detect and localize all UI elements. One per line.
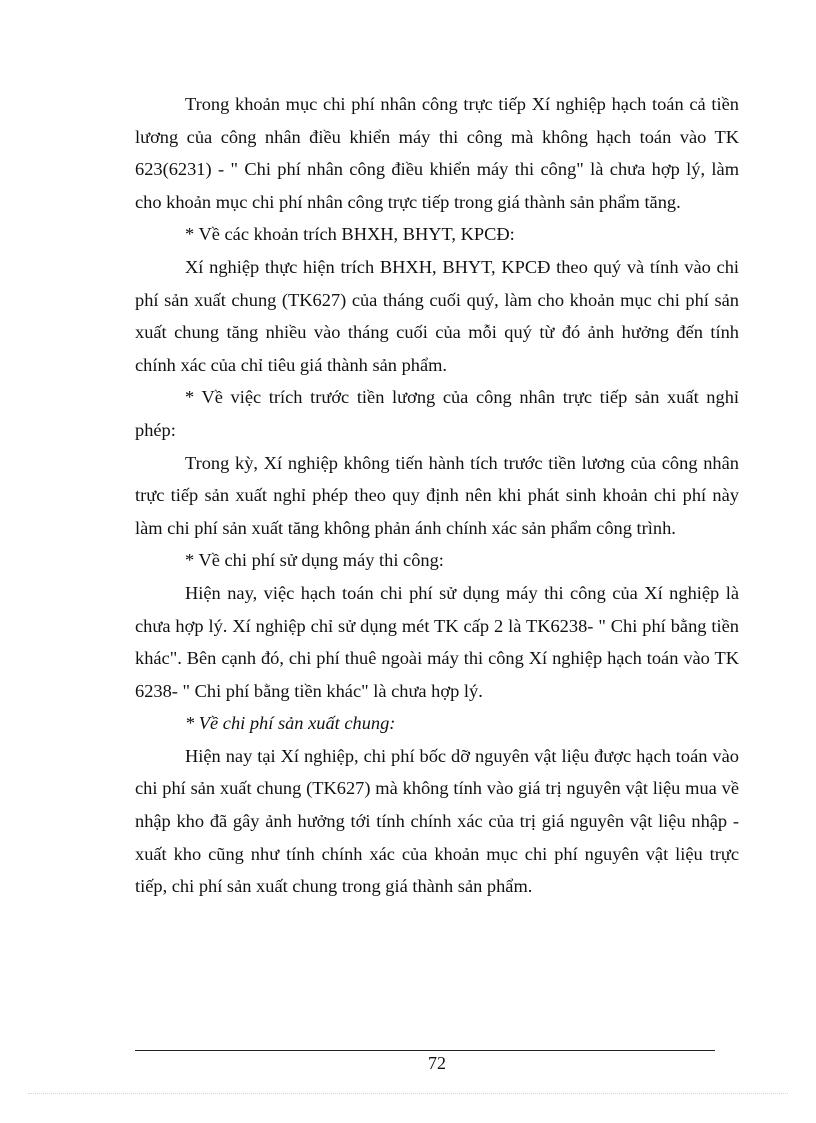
heading-insurance-deductions: * Về các khoản trích BHXH, BHYT, KPCĐ: <box>185 224 515 245</box>
page-bottom-guide <box>28 1093 788 1094</box>
page-number: 72 <box>428 1053 446 1073</box>
paragraph-direct-labor-cost: Trong khoản mục chi phí nhân công trực tiếp Xí nghiệp hạch toán cả tiền lương của công nhân điều khiển máy thi công mà không hạch toán vào TK 623(6231) - " Chi phí nhân công điều khiển máy thi công" là chưa hợp lý, làm cho khoản mục chi phí nhân công trực tiếp trong giá thành sản phẩm tăng. <box>135 94 739 212</box>
paragraph-machine-usage-cost: Hiện nay, việc hạch toán chi phí sử dụng máy thi công của Xí nghiệp là chưa hợp lý. Xí nghiệp chỉ sử dụng mét TK cấp 2 là TK6238- " Chi phí bằng tiền khác". Bên cạnh đó, chi phí thuê ngoài máy thi công Xí nghiệp hạch toán vào TK 6238- " Chi phí bằng tiền khác" là chưa hợp lý. <box>135 582 739 701</box>
heading-leave-wage-accrual: * Về việc trích trước tiền lương của công nhân trực tiếp sản xuất nghỉ phép: <box>135 387 739 440</box>
document-body <box>135 88 739 903</box>
paragraph-insurance-deductions: Xí nghiệp thực hiện trích BHXH, BHYT, KPCĐ theo quý và tính vào chi phí sản xuất chung (TK627) của tháng cuối quý, làm cho khoản mục chi phí sản xuất chung tăng nhiều vào tháng cuối của mỗi quý từ đó ảnh hưởng đến tính chính xác của chỉ tiêu giá thành sản phẩm. <box>135 256 739 375</box>
paragraph-leave-wage-accrual: Trong kỳ, Xí nghiệp không tiến hành tích trước tiền lương của công nhân trực tiếp sản xuất nghỉ phép theo quy định nên khi phát sinh khoản chi phí này làm chi phí sản xuất tăng không phản ánh chính xác sản phẩm công trình. <box>135 452 739 538</box>
heading-general-production-cost: * Về chi phí sản xuất chung: <box>185 713 396 734</box>
paragraph-general-production-cost: Hiện nay tại Xí nghiệp, chi phí bốc dỡ nguyên vật liệu được hạch toán vào chi phí sản xuất chung (TK627) mà không tính vào giá trị nguyên vật liệu mua về nhập kho đã gây ảnh hưởng tới tính chính xác của trị giá nguyên vật liệu nhập - xuất kho cũng như tính chính xác của khoản mục chi phí nguyên vật liệu trực tiếp, chi phí sản xuất chung trong giá thành sản phẩm. <box>135 745 739 897</box>
heading-machine-usage-cost: * Về chi phí sử dụng máy thi công: <box>185 550 444 571</box>
footer-divider <box>135 1050 715 1051</box>
